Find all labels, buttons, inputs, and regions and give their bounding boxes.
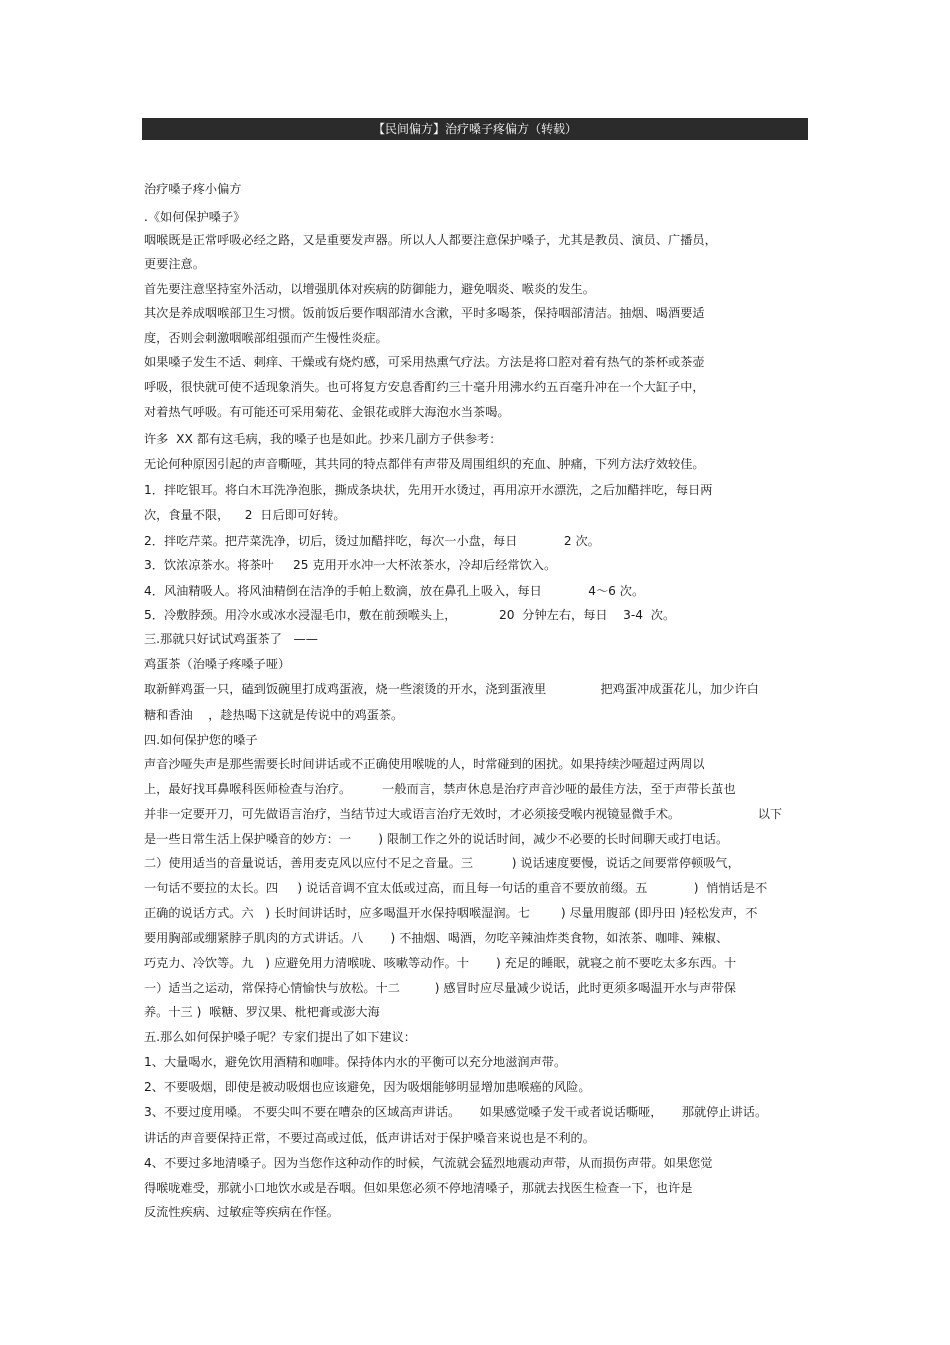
paragraph-line: 度，否则会刺激咽喉部组强而产生慢性炎症。 bbox=[144, 331, 388, 345]
paragraph-line: 四.如何保护您的嗓子 bbox=[144, 733, 258, 747]
paragraph-line: 一句话不要拉的太长。四 ) 说话音调不宜太低或过高，而且每一句话的重音不要放前缀。五 ) 悄悄话是不 bbox=[144, 881, 768, 895]
paragraph-line: 一）适当之运动，常保持心情愉快与放松。十二 ) 感冒时应尽量减少说话，此时更须多喝温开水与声带保 bbox=[144, 981, 736, 995]
paragraph-line: 如果嗓子发生不适、刺痒、干燥或有烧灼感，可采用热熏气疗法。方法是将口腔对着有热气的茶杯或茶壶 bbox=[144, 355, 705, 369]
paragraph-line: 无论何种原因引起的声音嘶哑，其共同的特点都伴有声带及周围组织的充血、肿痛，下列方法疗效较佳。 bbox=[144, 457, 705, 471]
paragraph-line: 要用胸部或绷紧脖子肌肉的方式讲话。八 ) 不抽烟、喝酒，勿吃辛辣油炸类食物，如浓茶、咖啡、辣椒、 bbox=[144, 931, 729, 945]
paragraph-line: 5．冷敷脖颈。用冷水或冰水浸湿毛巾，敷在前颈喉头上， 20 分钟左右，每日 3-4 次。 bbox=[144, 608, 676, 622]
paragraph-line: 是一些日常生活上保护嗓音的妙方：一 ) 限制工作之外的说话时间，减少不必要的长时间聊天或打电话。 bbox=[144, 832, 729, 846]
paragraph-line: 声音沙哑失声是那些需要长时间讲话或不正确使用喉咙的人，时常碰到的困扰。如果持续沙哑超过两周以 bbox=[144, 757, 705, 771]
paragraph-line: 4．风油精吸人。将风油精倒在洁净的手帕上数滴，放在鼻孔上吸入，每日 4～6 次。 bbox=[144, 584, 645, 598]
paragraph-line: 2．拌吃芹菜。把芹菜洗净，切后，烫过加醋拌吃，每次一小盘，每日 2 次。 bbox=[144, 534, 600, 548]
paragraph-line: 得喉咙难受，那就小口地饮水或是吞咽。但如果您必须不停地清嗓子，那就去找医生检查一下，也许是 bbox=[144, 1181, 693, 1195]
paragraph-line: 3、不要过度用嗓。 不要尖叫不要在嘈杂的区域高声讲话。 如果感觉嗓子发干或者说话嘶哑， 那就停止讲话。 bbox=[144, 1105, 768, 1119]
paragraph-line: 反流性疾病、过敏症等疾病在作怪。 bbox=[144, 1205, 339, 1219]
paragraph-line: 1．拌吃银耳。将白木耳洗净泡胀，撕成条块状，先用开水烫过，再用凉开水漂洗，之后加醋拌吃，每日两 bbox=[144, 483, 713, 497]
paragraph-line: 糖和香油 ，趁热喝下这就是传说中的鸡蛋茶。 bbox=[144, 708, 404, 722]
paragraph-line: 二）使用适当的音量说话，善用麦克风以应付不足之音量。三 ) 说话速度要慢，说话之间要常停顿吸气， bbox=[144, 856, 740, 870]
paragraph-line: 其次是养成咽喉部卫生习惯。饭前饭后要作咽部清水含漱，平时多喝茶，保持咽部清洁。抽烟、喝酒要适 bbox=[144, 306, 705, 320]
paragraph-line: 治疗嗓子疼小偏方 bbox=[144, 182, 242, 196]
paragraph-line: 养。十三 ) 喉糖、罗汉果、枇杷膏或澎大海 bbox=[144, 1005, 380, 1019]
paragraph-line: 许多 XX 都有这毛病，我的嗓子也是如此。抄来几副方子供参考： bbox=[144, 432, 502, 446]
paragraph-line: 并非一定要开刀，可先做语言治疗，当结节过大或语言治疗无效时，才必须接受喉内视镜显微手术。 以下 bbox=[144, 807, 783, 821]
paragraph-line: 咽喉既是正常呼吸必经之路，又是重要发声器。所以人人都要注意保护嗓子，尤其是教员、演员、广播员， bbox=[144, 233, 717, 247]
paragraph-line: 首先要注意坚持室外活动，以增强肌体对疾病的防御能力，避免咽炎、喉炎的发生。 bbox=[144, 282, 595, 296]
paragraph-line: 次，食量不限， 2 日后即可好转。 bbox=[144, 508, 346, 522]
paragraph-line: .《如何保护嗓子》 bbox=[144, 210, 246, 224]
paragraph-line: 3．饮浓凉茶水。将茶叶 25 克用开水冲一大杯浓茶水，冷却后经常饮入。 bbox=[144, 558, 557, 572]
paragraph-line: 取新鲜鸡蛋一只，磕到饭碗里打成鸡蛋液，烧一些滚烫的开水，浇到蛋液里 把鸡蛋冲成蛋花儿，加少许白 bbox=[144, 682, 759, 696]
paragraph-line: 更要注意。 bbox=[144, 257, 205, 271]
paragraph-line: 4、不要过多地清嗓子。因为当您作这种动作的时候，气流就会猛烈地震动声带，从而损伤声带。如果您觉 bbox=[144, 1156, 713, 1170]
paragraph-line: 三.那就只好试试鸡蛋茶了 —— bbox=[144, 632, 318, 646]
paragraph-line: 1、大量喝水，避免饮用酒精和咖啡。保持体内水的平衡可以充分地滋润声带。 bbox=[144, 1055, 567, 1069]
paragraph-line: 2、不要吸烟，即使是被动吸烟也应该避免，因为吸烟能够明显增加患喉癌的风险。 bbox=[144, 1080, 591, 1094]
document-title: 【民间偏方】治疗嗓子疼偏方（转载） bbox=[142, 118, 808, 140]
paragraph-line: 上，最好找耳鼻喉科医师检查与治疗。 一般而言，禁声休息是治疗声音沙哑的最佳方法，至于声带长茧也 bbox=[144, 782, 736, 796]
paragraph-line: 巧克力、冷饮等。九 ) 应避免用力清喉咙、咳嗽等动作。十 ) 充足的睡眠，就寝之前不要吃太多东西。十 bbox=[144, 956, 737, 970]
paragraph-line: 五.那么如何保护嗓子呢？专家们提出了如下建议： bbox=[144, 1030, 416, 1044]
paragraph-line: 讲话的声音要保持正常，不要过高或过低，低声讲话对于保护嗓音来说也是不利的。 bbox=[144, 1131, 595, 1145]
paragraph-line: 呼吸，很快就可使不适现象消失。也可将复方安息香酊约三十毫升用沸水约五百毫升冲在一个大缸子中， bbox=[144, 380, 705, 394]
paragraph-line: 正确的说话方式。六 ) 长时间讲话时，应多喝温开水保持咽喉湿润。七 ) 尽量用腹部 (即丹田 )轻松发声，不 bbox=[144, 906, 758, 920]
paragraph-line: 鸡蛋茶（治嗓子疼嗓子哑） bbox=[144, 657, 291, 671]
paragraph-line: 对着热气呼吸。有可能还可采用菊花、金银花或胖大海泡水当茶喝。 bbox=[144, 405, 510, 419]
